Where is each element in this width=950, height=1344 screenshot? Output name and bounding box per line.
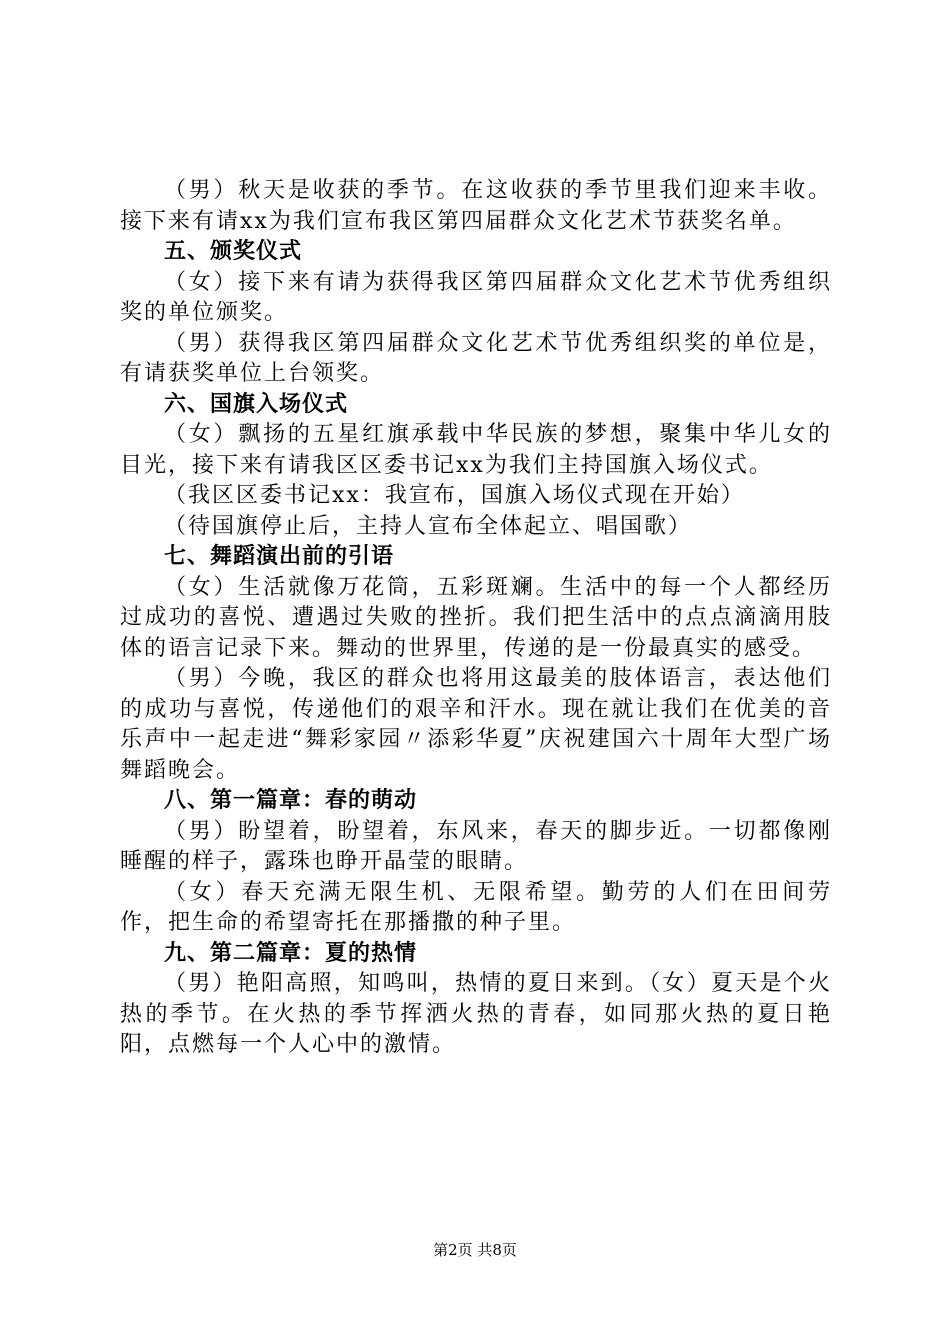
paragraph-flag-intro: （女）飘扬的五星红旗承载中华民族的梦想，聚集中华儿女的目光，接下来有请我区区委书记xx为我们主持国旗入场仪式。 [120,422,832,478]
paragraph-spring-female: （女）春天充满无限生机、无限希望。勤劳的人们在田间劳作，把生命的希望寄托在那播撒的种子里。 [120,879,832,935]
paragraph-award-male: （男）获得我区第四届群众文化艺术节优秀组织奖的单位是，有请获奖单位上台领奖。 [120,330,832,386]
section-heading-spring: 八、第一篇章：春的萌动 [164,788,418,813]
paragraph-flag-anthem: （待国旗停止后，主持人宣布全体起立、唱国歌） [164,513,693,539]
section-heading-dance-intro: 七、舞蹈演出前的引语 [164,544,395,569]
paragraph-dance-male: （男）今晚，我区的群众也将用这最美的肢体语言，表达他们的成功与喜悦，传递他们的艰辛和汗水。现在就让我们在优美的音乐声中一起走进“舞彩家园〃添彩华夏”庆祝建国六十周年大型广场舞蹈晚会。 [120,666,832,783]
section-heading-awards: 五、颁奖仪式 [164,239,303,264]
paragraph-flag-announce: （我区区委书记xx：我宣布，国旗入场仪式现在开始） [164,483,745,508]
paragraph-award-female: （女）接下来有请为获得我区第四届群众文化艺术节优秀组织奖的单位颁奖。 [120,269,832,325]
section-heading-summer: 九、第二篇章：夏的热情 [164,940,418,966]
section-heading-flag: 六、国旗入场仪式 [164,391,349,417]
page-footer: 第2页 共8页 [433,1241,517,1259]
paragraph-summer: （男）艳阳高照，知鸣叫，热情的夏日来到。（女）夏天是个火热的季节。在火热的季节挥洒火热的青春，如同那火热的夏日艳阳，点燃每一个人心中的激情。 [120,971,832,1057]
paragraph-spring-male: （男）盼望着，盼望着，东风来，春天的脚步近。一切都像刚睡醒的样子，露珠也睁开晶莹的眼睛。 [120,818,832,874]
paragraph-dance-female: （女）生活就像万花筒，五彩斑斓。生活中的每一个人都经历过成功的喜悦、遭遇过失败的挫折。我们把生活中的点点滴滴用肢体的语言记录下来。舞动的世界里，传递的是一份最真实的感受。 [120,574,832,661]
paragraph-harvest-intro: （男）秋天是收获的季节。在这收获的季节里我们迎来丰收。接下来有请xx为我们宣布我区第四届群众文化艺术节获奖名单。 [120,178,832,234]
document-body [120,176,832,1061]
